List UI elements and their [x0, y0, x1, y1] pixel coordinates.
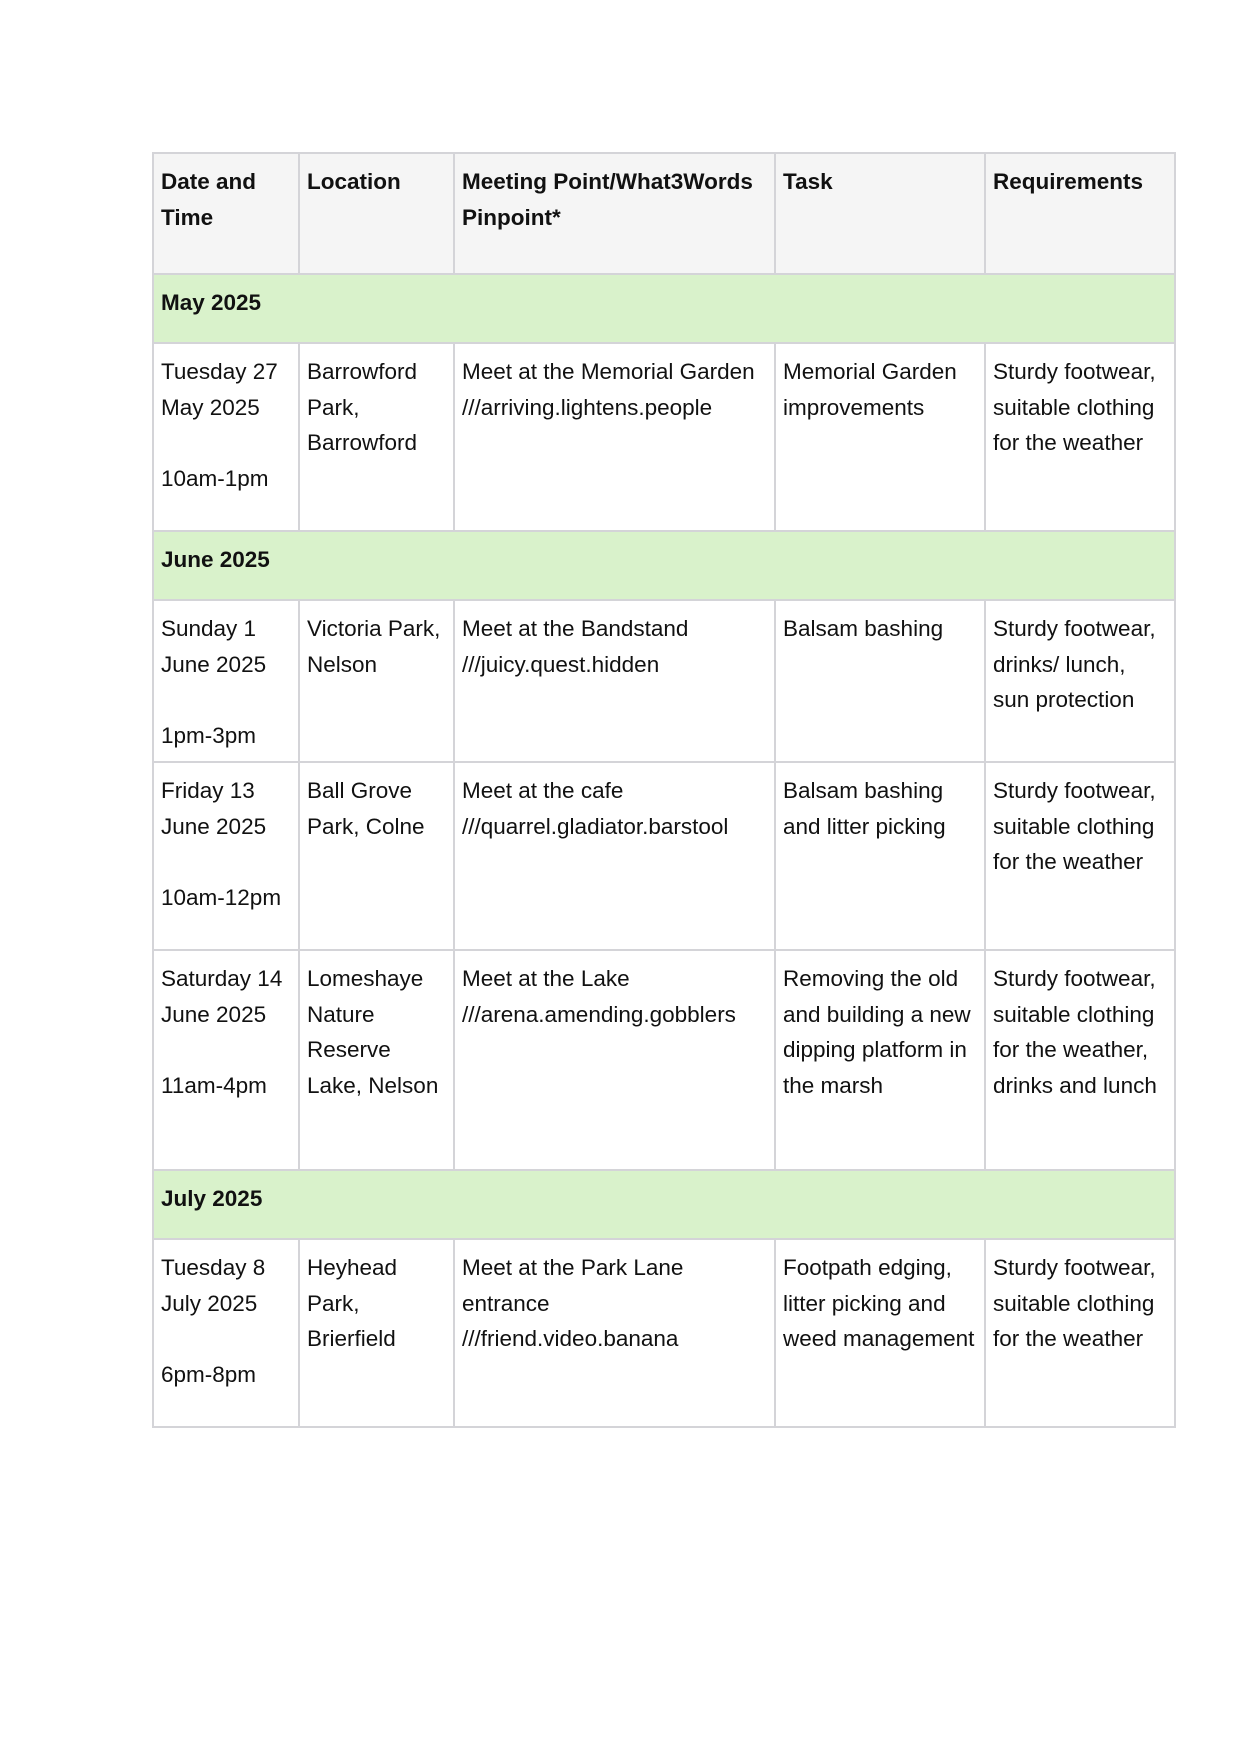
location-cell: Lomeshaye Nature Reserve Lake, Nelson — [299, 950, 454, 1170]
header-row — [153, 153, 1175, 274]
meeting-point-cell — [454, 950, 775, 1170]
task-cell: Balsam bashing — [775, 600, 985, 762]
event-time: 11am-4pm — [161, 1072, 267, 1098]
header-task: Task — [775, 153, 985, 274]
month-row-may-2025 — [153, 274, 1175, 343]
month-label: June 2025 — [153, 531, 1175, 600]
meeting-point-text: Meet at the Park Lane entrance — [462, 1255, 684, 1316]
month-label: July 2025 — [153, 1170, 1175, 1239]
location-cell: Ball Grove Park, Colne — [299, 762, 454, 950]
meeting-point-text: Meet at the Memorial Garden — [462, 359, 755, 384]
event-date: Sunday 1 June 2025 — [161, 616, 267, 677]
meeting-point-text: Meet at the Lake — [462, 966, 630, 991]
table-row — [153, 343, 1175, 531]
what3words-address: ///arena.amending.gobblers — [462, 1001, 736, 1027]
table-row — [153, 762, 1175, 950]
table-row — [153, 600, 1175, 762]
date-time-cell — [153, 762, 299, 950]
table-row — [153, 950, 1175, 1170]
header-meeting-point: Meeting Point/What3Words Pinpoint* — [454, 153, 775, 274]
requirements-cell: Sturdy footwear, drinks/ lunch, sun protection — [985, 600, 1175, 762]
event-date: Tuesday 8 July 2025 — [161, 1255, 266, 1316]
meeting-point-cell — [454, 343, 775, 531]
event-time: 1pm-3pm — [161, 722, 257, 748]
meeting-point-text: Meet at the cafe — [462, 778, 624, 803]
table-header — [153, 153, 1175, 274]
what3words-address: ///juicy.quest.hidden — [462, 651, 660, 677]
header-date-time: Date and Time — [153, 153, 299, 274]
what3words-address: ///friend.video.banana — [462, 1326, 679, 1351]
volunteer-schedule-table — [152, 152, 1176, 1428]
location-cell: Heyhead Park, Brierfield — [299, 1239, 454, 1427]
table-row — [153, 1239, 1175, 1427]
month-label: May 2025 — [153, 274, 1175, 343]
month-row-july-2025 — [153, 1170, 1175, 1239]
meeting-point-cell — [454, 762, 775, 950]
date-time-cell — [153, 343, 299, 531]
requirements-cell: Sturdy footwear, suitable clothing for the weather, drinks and lunch — [985, 950, 1175, 1170]
event-date: Tuesday 27 May 2025 — [161, 359, 278, 420]
requirements-cell: Sturdy footwear, suitable clothing for the weather — [985, 1239, 1175, 1427]
task-cell: Balsam bashing and litter picking — [775, 762, 985, 950]
location-cell: Barrowford Park, Barrowford — [299, 343, 454, 531]
event-time: 10am-1pm — [161, 465, 269, 491]
requirements-cell: Sturdy footwear, suitable clothing for the weather — [985, 762, 1175, 950]
requirements-cell: Sturdy footwear, suitable clothing for the weather — [985, 343, 1175, 531]
event-time: 10am-12pm — [161, 884, 282, 910]
date-time-cell — [153, 950, 299, 1170]
event-time: 6pm-8pm — [161, 1361, 257, 1387]
month-row-june-2025 — [153, 531, 1175, 600]
table-body — [153, 274, 1175, 1427]
meeting-point-cell — [454, 1239, 775, 1427]
what3words-address: ///arriving.lightens.people — [462, 394, 713, 420]
header-location: Location — [299, 153, 454, 274]
what3words-address: ///quarrel.gladiator.barstool — [462, 813, 729, 839]
date-time-cell — [153, 1239, 299, 1427]
task-cell: Footpath edging, litter picking and weed management — [775, 1239, 985, 1427]
task-cell: Removing the old and building a new dipping platform in the marsh — [775, 950, 985, 1170]
meeting-point-cell — [454, 600, 775, 762]
meeting-point-text: Meet at the Bandstand — [462, 616, 689, 641]
date-time-cell — [153, 600, 299, 762]
header-requirements: Requirements — [985, 153, 1175, 274]
event-date: Saturday 14 June 2025 — [161, 966, 283, 1027]
task-cell: Memorial Garden improvements — [775, 343, 985, 531]
location-cell: Victoria Park, Nelson — [299, 600, 454, 762]
event-date: Friday 13 June 2025 — [161, 778, 267, 839]
